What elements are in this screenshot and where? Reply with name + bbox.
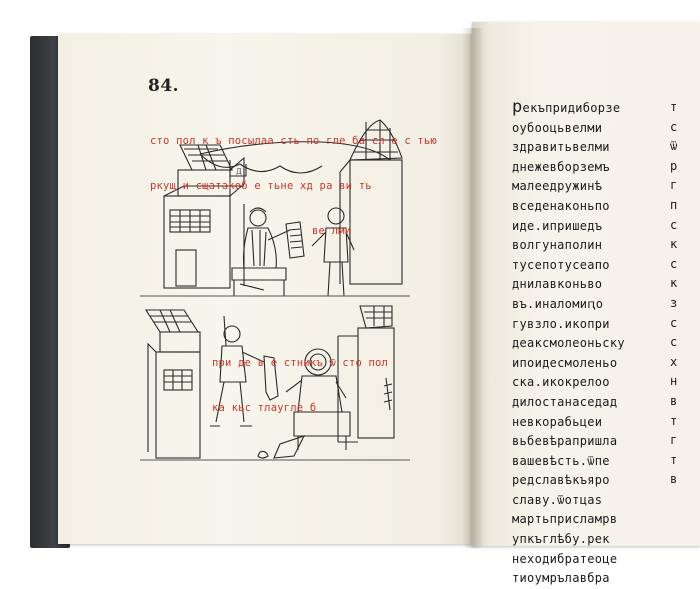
manuscript-line: мартьприсламрв (512, 512, 618, 527)
bottom-caption-line: ка кьс тлаугле б (212, 402, 317, 414)
manuscript-line: тиоумрълавбра (512, 571, 610, 586)
manuscript-text-second-column (670, 98, 700, 490)
manuscript-line-fragment: т (670, 413, 678, 428)
manuscript-line-fragment: с (670, 217, 678, 232)
manuscript-line-fragment: к (670, 237, 678, 252)
manuscript-line: тусепотусеапо (512, 257, 610, 272)
manuscript-line: невкорабьцеи (512, 414, 603, 429)
manuscript-line: гувзло.икопри (512, 316, 610, 331)
manuscript-line-fragment: г (670, 178, 678, 193)
manuscript-line-fragment: с (670, 335, 678, 350)
manuscript-line-fragment: с (670, 256, 678, 271)
manuscript-line-fragment: с (670, 315, 678, 330)
manuscript-line-fragment: в (670, 472, 678, 487)
manuscript-line: ска.икокрелоо (512, 375, 610, 390)
manuscript-line: оубооцьвелми (512, 120, 603, 135)
manuscript-line-fragment: т (670, 452, 678, 467)
top-caption-line: ве лми (312, 225, 352, 237)
manuscript-line: славу.ѿотцаѕ (512, 492, 603, 507)
manuscript-line-fragment: с (670, 119, 678, 134)
manuscript-line: дилостанаседад (512, 394, 618, 409)
manuscript-line: здравитьвелми (512, 140, 610, 155)
bottom-caption-line: при де в е стникъ ѿ сто пол (212, 357, 389, 369)
top-caption (150, 104, 437, 269)
manuscript-line: малеедружинѣ (512, 179, 603, 194)
manuscript-line: волгунаполин (512, 238, 603, 253)
manuscript-line-fragment: х (670, 354, 678, 369)
manuscript-line: деаксмолеоньску (512, 336, 625, 351)
manuscript-line: вьбевѣрапришла (512, 434, 618, 449)
manuscript-line-fragment: з (670, 295, 678, 310)
manuscript-line-fragment: р (670, 158, 678, 173)
bottom-caption (212, 326, 388, 446)
manuscript-line-fragment: п (670, 197, 678, 212)
page-number: 84. (148, 76, 180, 96)
manuscript-line: иде.ипришедъ (512, 218, 603, 233)
manuscript-line-fragment: к (670, 276, 678, 291)
manuscript-line: редславѣкъяро (512, 473, 610, 488)
manuscript-line: неходибратеоце (512, 551, 618, 566)
manuscript-line: рекъпридиборзе (512, 97, 621, 117)
svg-text:Д: Д (236, 168, 242, 176)
top-caption-line: сто пол к ъ посылаа сть по гле ба сл е с тью (150, 135, 437, 147)
manuscript-line: ипоидесмоленьо (512, 355, 618, 370)
manuscript-line-fragment: в (670, 393, 678, 408)
manuscript-line-fragment: г (670, 433, 678, 448)
top-caption-line: ркущ и сщатакоб е тьне хд ра ви ть (150, 180, 372, 192)
manuscript-text (512, 98, 625, 589)
manuscript-line: днежевборземъ (512, 159, 610, 174)
manuscript-line-fragment: н (670, 374, 678, 389)
manuscript-line: вашевѣсть.ѿпе (512, 453, 610, 468)
manuscript-line: въ.иналомиԥо (512, 296, 604, 311)
manuscript-line-fragment: т (670, 100, 678, 114)
manuscript-line: днилавконьво (512, 277, 603, 292)
manuscript-line: упкъглѣбу.рек (512, 532, 610, 547)
book-gutter (462, 28, 484, 548)
manuscript-line: вседенаконьпо (512, 198, 610, 213)
manuscript-line-fragment: ѿ (670, 139, 678, 154)
